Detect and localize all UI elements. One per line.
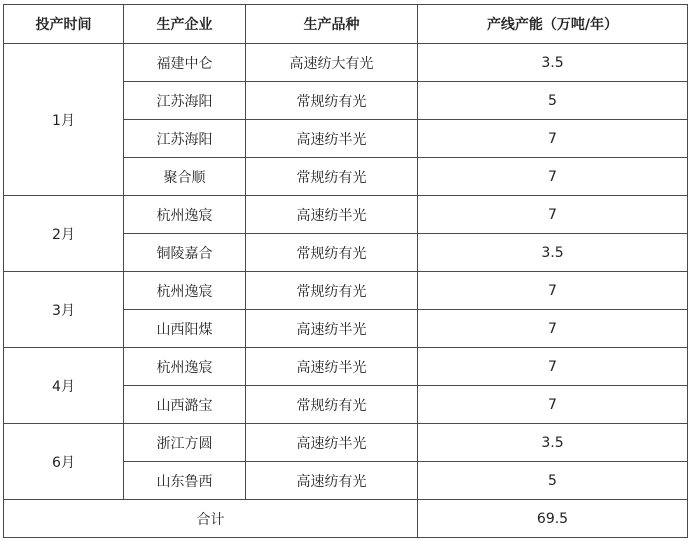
header-start-time: 投产时间 [4, 5, 124, 44]
product-cell: 常规纺有光 [246, 386, 418, 424]
capacity-cell: 5 [418, 462, 688, 500]
company-cell: 杭州逸宸 [124, 272, 246, 310]
total-row [4, 500, 688, 538]
header-company: 生产企业 [124, 5, 246, 44]
month-cell: 6月 [4, 424, 124, 500]
product-cell: 高速纺半光 [246, 348, 418, 386]
company-cell: 山西潞宝 [124, 386, 246, 424]
product-cell: 高速纺大有光 [246, 44, 418, 82]
product-cell: 常规纺有光 [246, 272, 418, 310]
capacity-table [3, 4, 688, 538]
capacity-cell: 3.5 [418, 44, 688, 82]
company-cell: 杭州逸宸 [124, 196, 246, 234]
capacity-cell: 7 [418, 348, 688, 386]
company-cell: 杭州逸宸 [124, 348, 246, 386]
capacity-cell: 5 [418, 82, 688, 120]
product-cell: 常规纺有光 [246, 234, 418, 272]
capacity-cell: 7 [418, 120, 688, 158]
header-row [4, 5, 688, 44]
month-cell: 2月 [4, 196, 124, 272]
header-product: 生产品种 [246, 5, 418, 44]
company-cell: 铜陵嘉合 [124, 234, 246, 272]
capacity-cell: 7 [418, 310, 688, 348]
capacity-cell: 7 [418, 272, 688, 310]
company-cell: 浙江方圆 [124, 424, 246, 462]
product-cell: 高速纺半光 [246, 424, 418, 462]
month-cell: 4月 [4, 348, 124, 424]
total-value: 69.5 [418, 500, 688, 538]
product-cell: 高速纺半光 [246, 120, 418, 158]
month-cell: 1月 [4, 44, 124, 196]
product-cell: 高速纺半光 [246, 310, 418, 348]
product-cell: 高速纺半光 [246, 196, 418, 234]
company-cell: 江苏海阳 [124, 82, 246, 120]
capacity-cell: 3.5 [418, 424, 688, 462]
table-row [4, 44, 688, 82]
capacity-cell: 7 [418, 386, 688, 424]
company-cell: 福建中仑 [124, 44, 246, 82]
company-cell: 聚合顺 [124, 158, 246, 196]
total-label: 合计 [4, 500, 418, 538]
table-row [4, 196, 688, 234]
capacity-cell: 3.5 [418, 234, 688, 272]
table-row [4, 348, 688, 386]
table-row [4, 272, 688, 310]
table-row [4, 424, 688, 462]
company-cell: 山东鲁西 [124, 462, 246, 500]
product-cell: 常规纺有光 [246, 82, 418, 120]
product-cell: 高速纺有光 [246, 462, 418, 500]
capacity-cell: 7 [418, 158, 688, 196]
company-cell: 江苏海阳 [124, 120, 246, 158]
header-capacity: 产线产能（万吨/年） [418, 5, 688, 44]
company-cell: 山西阳煤 [124, 310, 246, 348]
month-cell: 3月 [4, 272, 124, 348]
capacity-cell: 7 [418, 196, 688, 234]
capacity-table-container [3, 4, 688, 538]
product-cell: 常规纺有光 [246, 158, 418, 196]
